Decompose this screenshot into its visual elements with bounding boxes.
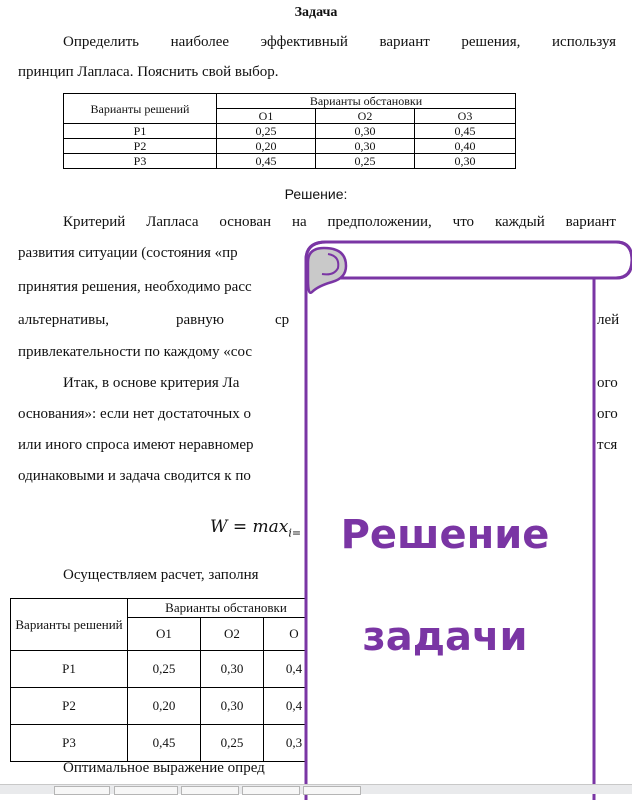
table-row [11,651,325,688]
overlay-title-line-2: задачи [362,614,528,660]
table-cell: 0,4 [264,688,325,725]
para1-line-2: развития ситуации (состояния «пр [18,245,238,261]
para2-line-3b: тся [597,437,618,453]
task-table [63,93,516,169]
table-cell: 0,4 [264,651,325,688]
row-name: P2 [64,139,217,154]
para2-line-1a: Итак, в основе критерия Ла [63,375,240,391]
table-column-header: O3 [415,109,516,124]
formula-subscript: i= [288,526,302,540]
calc-line: Осуществляем расчет, заполня [63,567,259,583]
table-cell: 0,30 [316,124,415,139]
para1-line-1: Критерий Лапласа основан на предположении, что каждый вариант [63,214,616,230]
para2-line-2a: основания»: если нет достаточных о [18,406,251,422]
table-column-header: O2 [316,109,415,124]
toolbar-tab[interactable] [114,786,178,795]
table-column-header: O [264,618,325,651]
row-name: P2 [11,688,128,725]
task-line-2: принцип Лапласа. Пояснить свой выбор. [18,64,279,80]
table-row [11,725,325,762]
table-header-situations: Варианты обстановки [217,94,516,109]
para2-line-3a: или иного спроса имеют неравномер [18,437,254,453]
para2-line-4: одинаковыми и задача сводится к по [18,468,251,484]
para2-line-1b: ого [597,375,618,391]
table-cell: 0,45 [415,124,516,139]
para1-line-4c: ср [275,312,290,328]
table-cell: 0,25 [201,725,264,762]
para1-line-5: привлекательности по каждому «сос [18,344,252,360]
last-line: Оптимальное выражение опред [63,760,265,776]
table-column-header: O2 [201,618,264,651]
table-cell: 0,30 [415,154,516,169]
para1-line-3: принятия решения, необходимо расс [18,279,252,295]
table-row [64,154,516,169]
task-line-1: Определить наиболее эффективный вариант решения, используя [63,34,616,50]
table-cell: 0,25 [128,651,201,688]
row-name: P1 [64,124,217,139]
table-column-header: O1 [217,109,316,124]
table-cell: 0,45 [217,154,316,169]
table-header-variants: Варианты решений [64,94,217,124]
toolbar-tab[interactable] [242,786,300,795]
table-header-variants: Варианты решений [11,599,128,651]
row-name: P1 [11,651,128,688]
table-row [64,124,516,139]
table-cell: 0,25 [217,124,316,139]
row-name: P3 [64,154,217,169]
formula-main: W = max [210,517,289,537]
laplace-formula [210,517,301,539]
para1-line-4b: равную [176,312,224,328]
table-column-header: O1 [128,618,201,651]
document-title: Задача [294,5,338,20]
table-cell: 0,25 [316,154,415,169]
table-cell: 0,40 [415,139,516,154]
para1-line-4a: альтернативы, [18,312,110,328]
para2-line-2b: ого [597,406,618,422]
toolbar-tab[interactable] [303,786,361,795]
table-row [11,688,325,725]
table-cell: 0,3 [264,725,325,762]
overlay-title-line-1: Решение [340,512,550,558]
row-name: P3 [11,725,128,762]
toolbar-tab[interactable] [181,786,239,795]
toolbar-tab[interactable] [54,786,110,795]
calc-table [10,598,325,762]
table-cell: 0,20 [217,139,316,154]
table-cell: 0,30 [316,139,415,154]
table-cell: 0,45 [128,725,201,762]
table-header-situations: Варианты обстановки [128,599,325,618]
table-cell: 0,30 [201,688,264,725]
solution-heading: Решение: [284,186,348,202]
table-cell: 0,30 [201,651,264,688]
para1-line-4d: лей [597,312,620,328]
table-row [64,139,516,154]
table-cell: 0,20 [128,688,201,725]
